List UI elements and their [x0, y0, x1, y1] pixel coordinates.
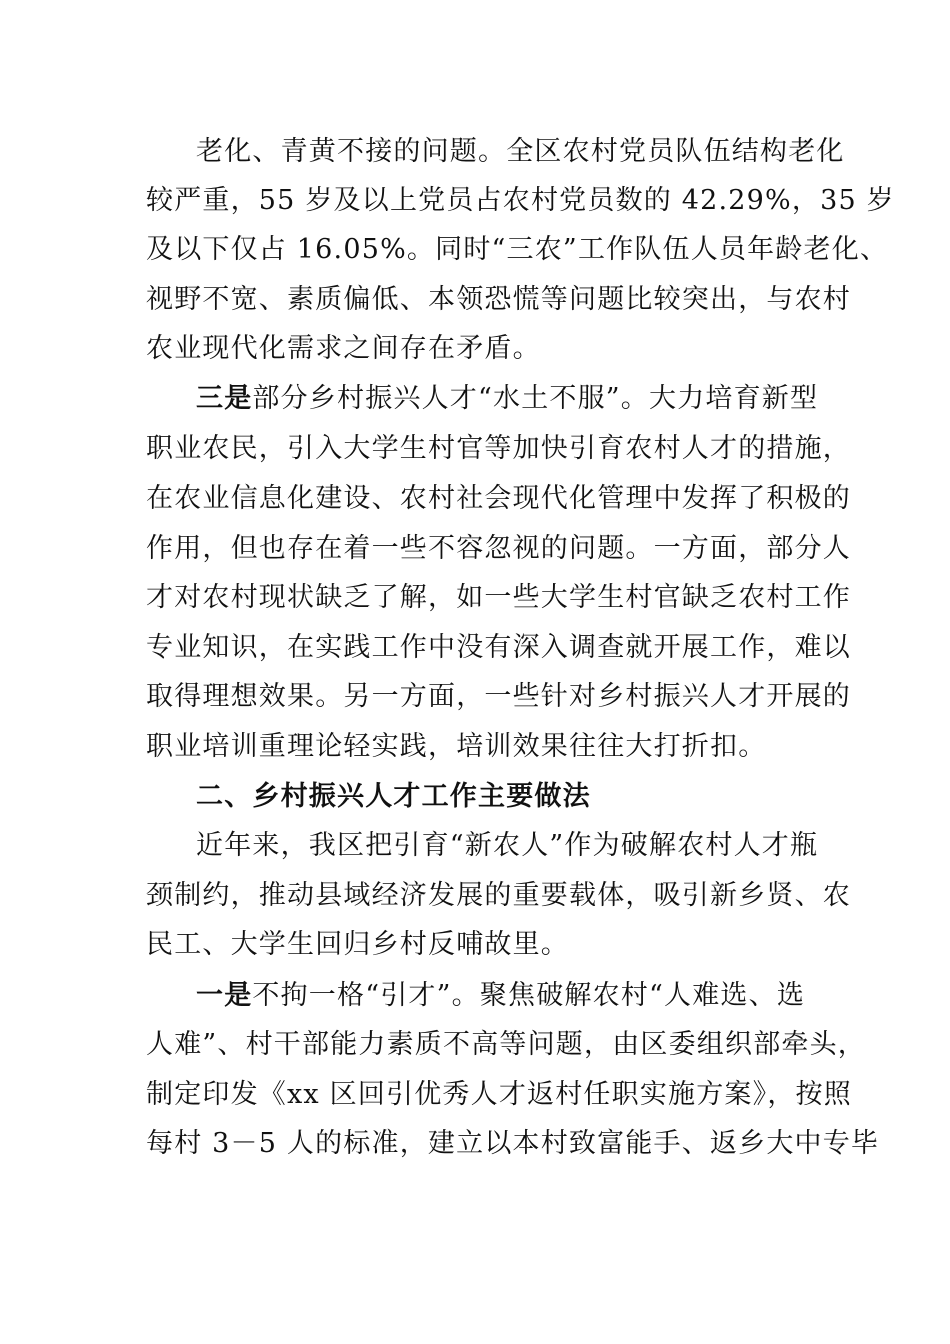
paragraph-2-line-6: 专业知识，在实践工作中没有深入调查就开展工作，难以 [146, 632, 851, 663]
paragraph-2-line-4: 作用，但也存在着一些不容忽视的问题。一方面，部分人 [146, 533, 851, 564]
paragraph-2-line-8: 职业培训重理论轻实践，培训效果往往大打折扣。 [146, 731, 767, 762]
paragraph-2-line-1 [196, 381, 818, 417]
paragraph-4-line-2: 人难”、村干部能力素质不高等问题，由区委组织部牵头， [146, 1029, 867, 1060]
paragraph-3-line-3: 民工、大学生回归乡村反哺故里。 [146, 929, 569, 960]
paragraph-2-line-7: 取得理想效果。另一方面，一些针对乡村振兴人才开展的 [146, 681, 851, 712]
paragraph-4-lead: 一是 [196, 980, 253, 1011]
paragraph-2-lead: 三是 [196, 383, 253, 414]
paragraph-1-line-5: 农业现代化需求之间存在矛盾。 [146, 333, 541, 364]
paragraph-4-line-1-text: 不拘一格“引才”。聚焦破解农村“人难选、选 [252, 980, 806, 1011]
paragraph-3-line-1: 近年来，我区把引育“新农人”作为破解农村人才瓶 [196, 830, 819, 861]
paragraph-1-line-2: 较严重，55 岁及以上党员占农村党员数的 42.29%，35 岁 [146, 185, 895, 216]
paragraph-2-line-1-text: 部分乡村振兴人才“水土不服”。大力培育新型 [252, 383, 819, 414]
paragraph-1-line-1: 老化、青黄不接的问题。全区农村党员队伍结构老化 [196, 136, 845, 167]
paragraph-1-line-3: 及以下仅占 16.05%。同时“三农”工作队伍人员年龄老化、 [146, 234, 889, 265]
paragraph-1-line-4: 视野不宽、素质偏低、本领恐慌等问题比较突出，与农村 [146, 284, 851, 315]
paragraph-2-line-5: 才对农村现状缺乏了解，如一些大学生村官缺乏农村工作 [146, 582, 851, 613]
paragraph-2-line-2: 职业农民，引入大学生村官等加快引育农村人才的措施， [146, 433, 851, 464]
paragraph-2-line-3: 在农业信息化建设、农村社会现代化管理中发挥了积极的 [146, 483, 851, 514]
paragraph-4-line-1 [196, 978, 805, 1014]
paragraph-3-line-2: 颈制约，推动县域经济发展的重要载体，吸引新乡贤、农 [146, 880, 851, 911]
section-heading: 二、乡村振兴人才工作主要做法 [196, 781, 591, 812]
paragraph-4-line-4: 每村 3－5 人的标准，建立以本村致富能手、返乡大中专毕 [146, 1128, 880, 1159]
paragraph-4-line-3: 制定印发《xx 区回引优秀人才返村任职实施方案》，按照 [146, 1079, 852, 1110]
